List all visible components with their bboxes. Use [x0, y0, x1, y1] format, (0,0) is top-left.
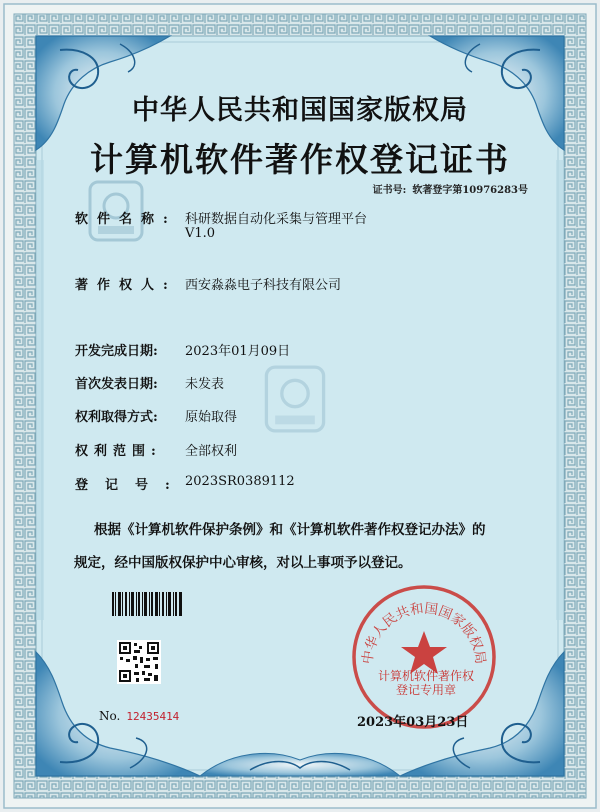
issuer-title: 中华人民共和国国家版权局 — [132, 95, 468, 126]
serial-number — [99, 709, 179, 723]
seal-star-icon — [401, 631, 447, 674]
seal-inner-text — [372, 669, 480, 697]
scope-value: 全部权利 — [185, 444, 238, 459]
seal-ring-text: 中华人民共和国国家版权局 — [359, 600, 489, 666]
publish-date-label: 首次发表日期: — [75, 377, 158, 392]
acquisition-label: 权利取得方式: — [75, 410, 158, 425]
scope-label: 权利范围: — [75, 444, 162, 459]
certificate-number — [373, 181, 528, 196]
official-seal — [350, 583, 498, 731]
software-version-value: V1.0 — [185, 226, 216, 241]
software-name-value: 科研数据自动化采集与管理平台 — [185, 212, 368, 227]
certificate-title: 计算机软件著作权登记证书 — [90, 140, 510, 179]
watermark-emblem-icon — [262, 360, 328, 438]
seal-inner-line-2: 登记专用章 — [395, 683, 456, 697]
registration-label: 登记号: — [75, 478, 187, 493]
certificate-number-label: 证书号: — [372, 185, 407, 196]
barcode-icon — [112, 592, 182, 616]
serial-number-label: No. — [99, 709, 121, 723]
software-name-label: 软件名称: — [75, 212, 177, 227]
serial-number-value: 12435414 — [126, 710, 180, 723]
completion-date-value: 2023年01月09日 — [185, 344, 291, 359]
completion-date-label: 开发完成日期: — [75, 344, 158, 359]
certificate-number-value: 软著登字第10976283号 — [412, 185, 528, 196]
publish-date-value: 未发表 — [185, 377, 225, 392]
owner-label: 著作权人: — [75, 278, 177, 293]
registration-value: 2023SR0389112 — [185, 474, 295, 489]
owner-value: 西安淼淼电子科技有限公司 — [185, 278, 342, 293]
statement-line-1: 根据《计算机软件保护条例》和《计算机软件著作权登记办法》的 — [94, 522, 486, 538]
qr-code-icon — [117, 640, 161, 684]
seal-inner-line-1: 计算机软件著作权 — [377, 669, 474, 683]
acquisition-value: 原始取得 — [185, 410, 238, 425]
statement-line-2: 规定，经中国版权保护中心审核，对以上事项予以登记。 — [74, 555, 412, 571]
issue-date: 2023年03月23日 — [357, 715, 469, 730]
